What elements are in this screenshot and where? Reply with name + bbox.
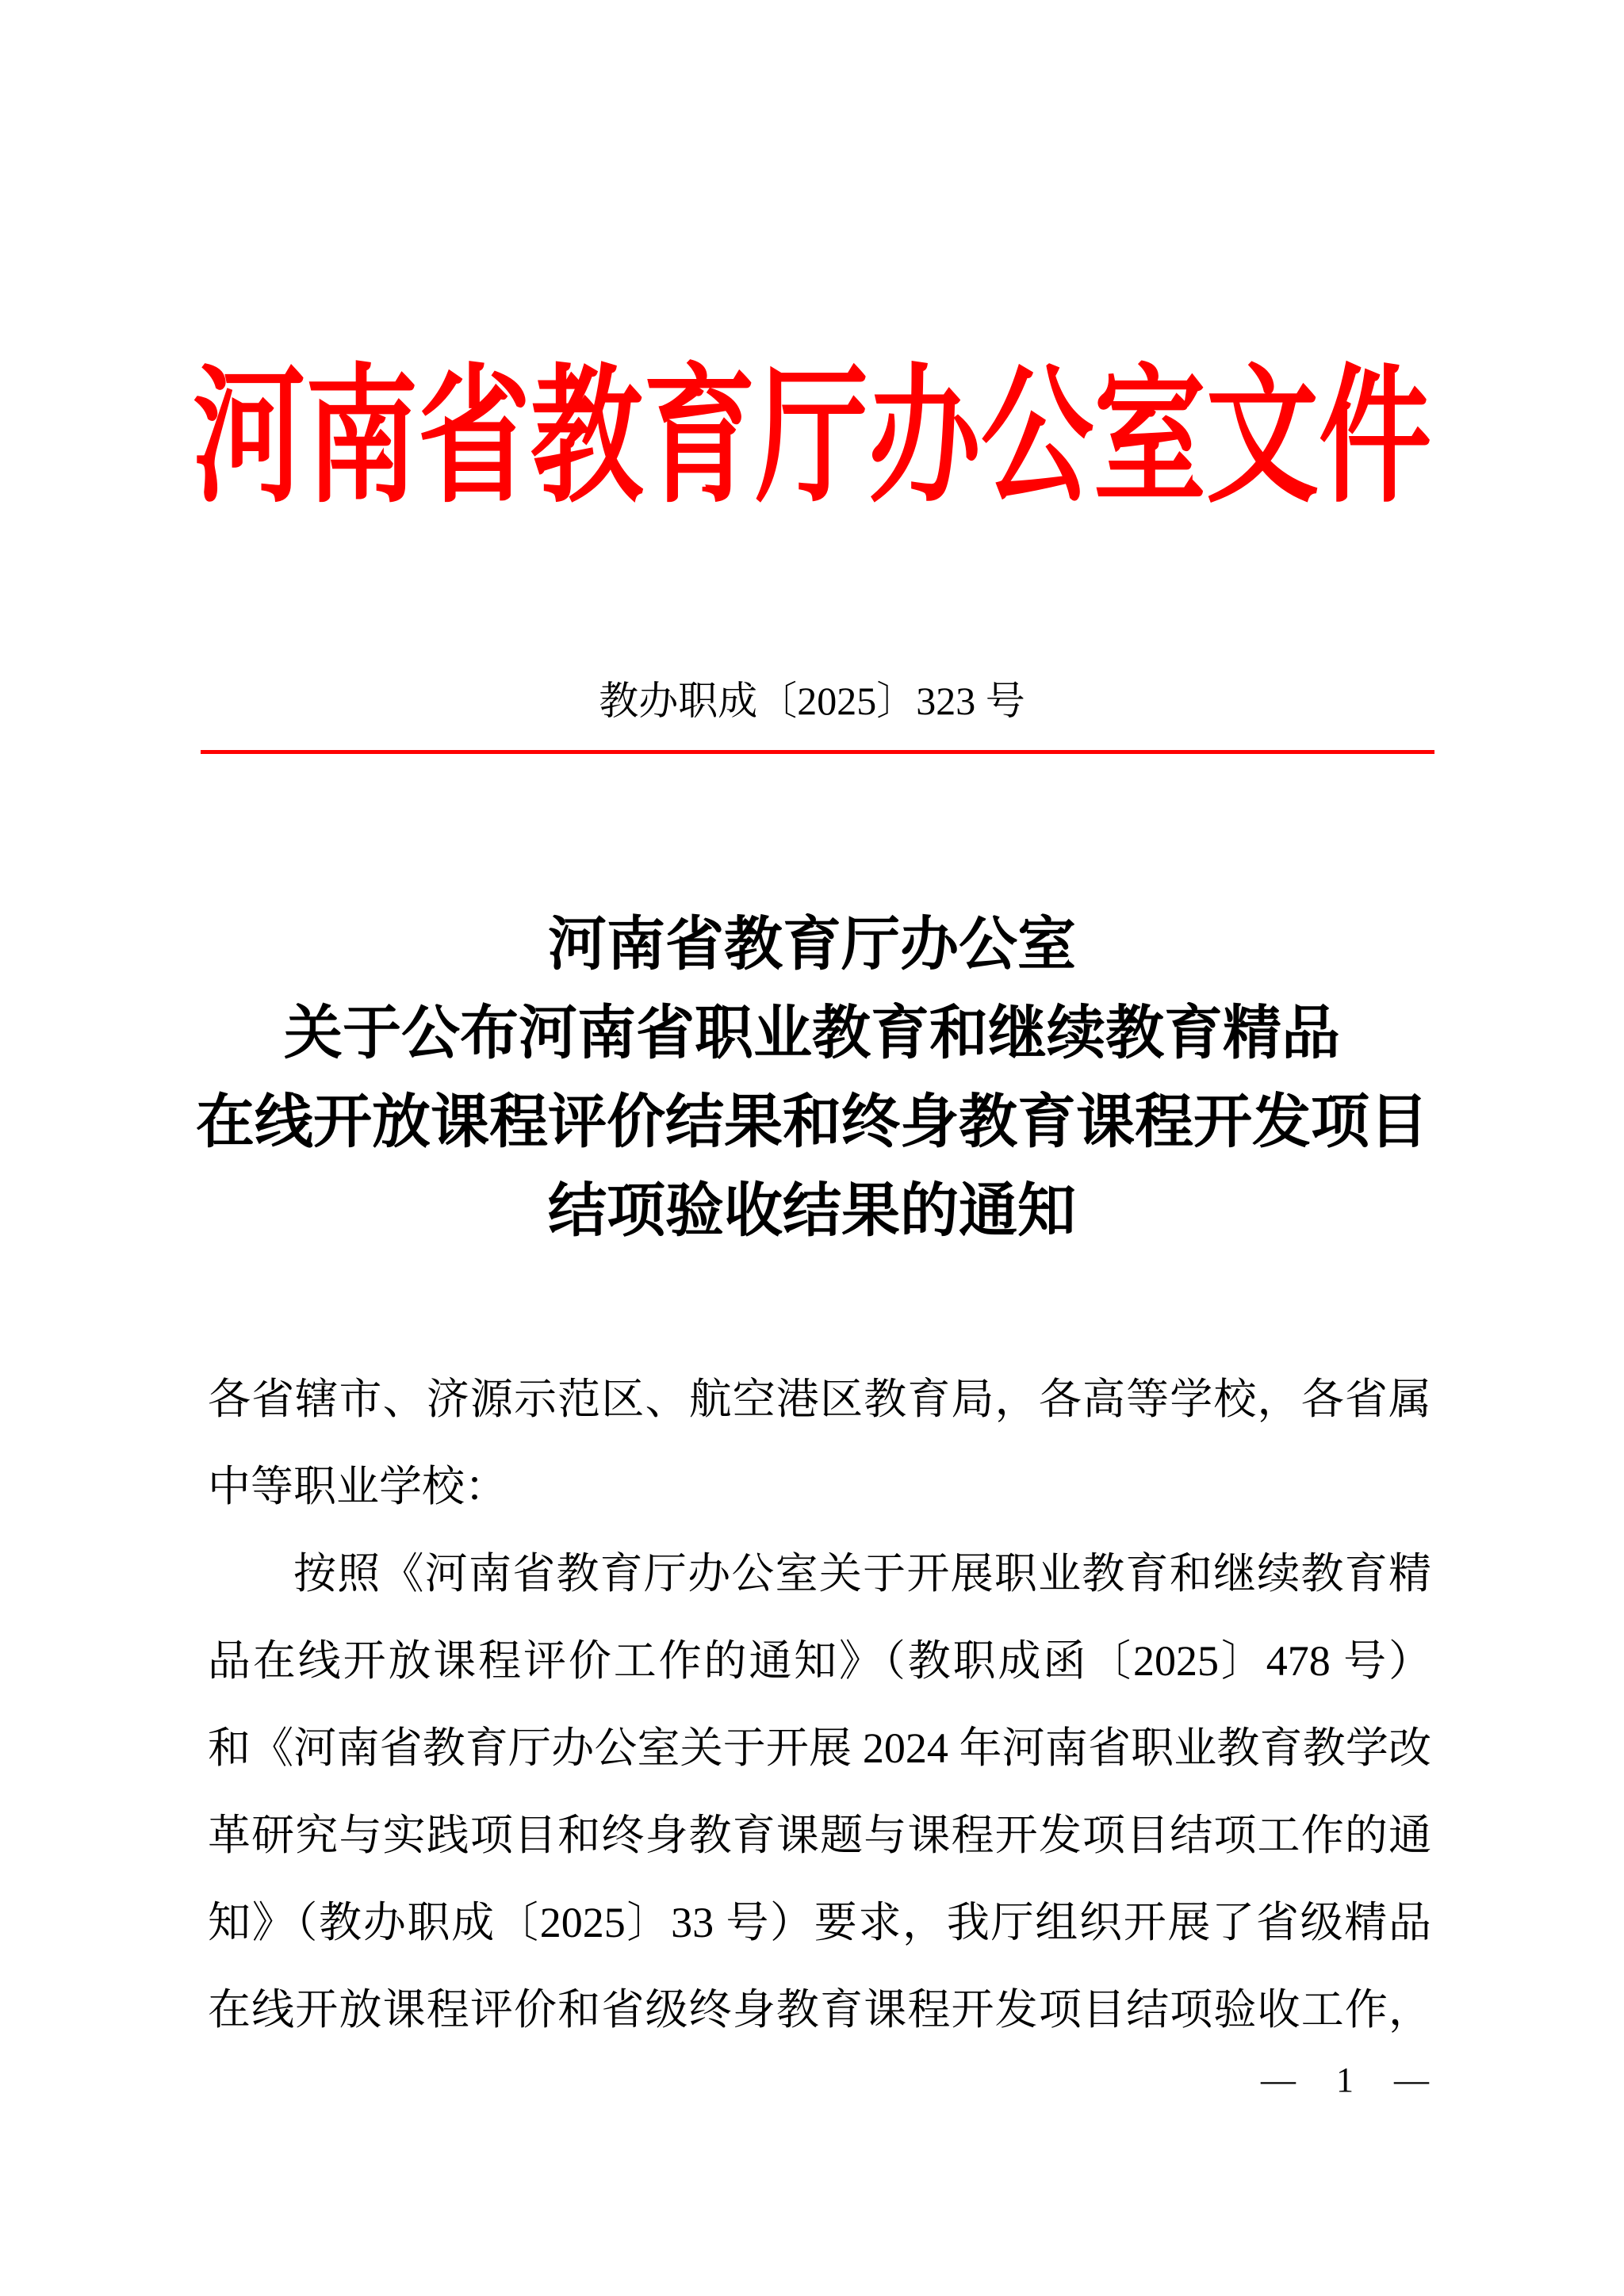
title-line-4: 结项验收结果的通知: [548, 1179, 1076, 1244]
title-line-3: 在线开放课程评价结果和终身教育课程开发项目: [196, 1090, 1428, 1155]
title-line-1: 河南省教育厅办公室: [548, 913, 1076, 978]
title-line-2: 关于公布河南省职业教育和继续教育精品: [284, 1001, 1340, 1066]
paragraph-line-6: 在线开放课程评价和省级终身教育课程开发项目结项验收工作，: [208, 1986, 1431, 2034]
document-body: [208, 1356, 1431, 2053]
paragraph-line-1: 按照《河南省教育厅办公室关于开展职业教育和继续教育精: [293, 1550, 1431, 1598]
document-title: [0, 901, 1624, 1256]
document-number: 教办职成〔2025〕323 号: [599, 679, 1025, 723]
paragraph-line-4: 革研究与实践项目和终身教育课题与课程开发项目结项工作的通: [208, 1812, 1431, 1859]
paragraph-line-2: 品在线开放课程评价工作的通知》（教职成函〔2025〕478 号）: [208, 1637, 1431, 1685]
salutation-line-1: 各省辖市、济源示范区、航空港区教育局，各高等学校，各省属: [208, 1376, 1431, 1423]
paragraph-line-3: 和《河南省教育厅办公室关于开展 2024 年河南省职业教育教学改: [208, 1724, 1431, 1772]
agency-header-title: 河南省教育厅办公室文件: [193, 354, 1431, 521]
page-number: — 1 —: [1261, 2061, 1437, 2099]
red-divider-line: [201, 750, 1434, 754]
salutation-line-2: 中等职业学校：: [208, 1463, 508, 1510]
paragraph-line-5: 知》（教办职成〔2025〕33 号）要求，我厅组织开展了省级精品: [208, 1899, 1431, 1946]
